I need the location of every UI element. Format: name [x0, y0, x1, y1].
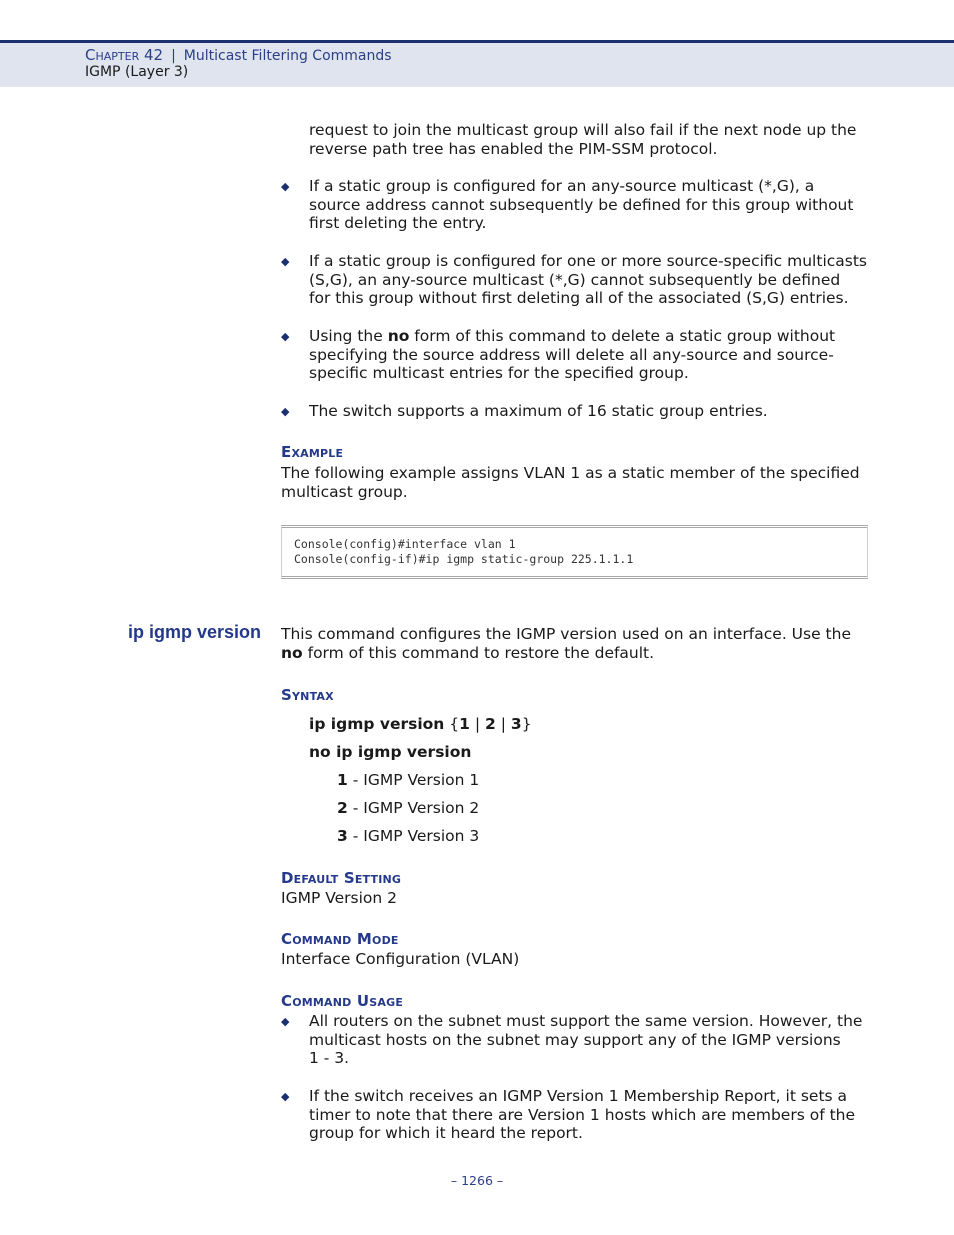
list-item: [309, 402, 768, 421]
keyword-no: no: [281, 643, 303, 662]
page-header: [0, 40, 954, 87]
text-line: first deleting the entry.: [309, 214, 487, 233]
code-block: [281, 525, 868, 579]
command-usage-heading: Command Usage: [281, 992, 404, 1010]
list-item: [309, 1012, 862, 1068]
continuation-paragraph: [309, 121, 856, 158]
param-desc: - IGMP Version 1: [347, 771, 480, 789]
text-line: specifying the source address will delete all any-source and source-: [309, 345, 834, 364]
header-section: IGMP (Layer 3): [85, 64, 189, 80]
text-line: multicast group.: [281, 482, 408, 501]
param-key: 3: [337, 827, 348, 845]
text-span: form of this command to restore the default.: [302, 643, 655, 662]
param-key: 1: [337, 771, 348, 789]
text-line: The following example assigns VLAN 1 as a static member of the specified: [281, 464, 860, 482]
param-key: 2: [337, 799, 348, 817]
text-line: timer to note that there are Version 1 hosts which are members of the: [309, 1105, 856, 1124]
text-line: multicast hosts on the subnet may support any of the IGMP versions: [309, 1030, 841, 1049]
text-line: If a static group is configured for one or more source-specific multicasts: [309, 252, 867, 270]
text-line: [309, 327, 835, 346]
list-item: [309, 252, 867, 308]
command-mode-value: Interface Configuration (VLAN): [281, 950, 520, 968]
list-item: [309, 177, 853, 233]
text-line: specific multicast entries for the specified group.: [309, 364, 689, 383]
header-chapter-line: [85, 46, 392, 64]
text-line: source address cannot subsequently be defined for this group without: [309, 195, 854, 214]
text-line: If a static group is configured for an any-source multicast (*,G), a: [309, 177, 815, 195]
syntax-option: 2: [485, 715, 496, 733]
syntax-keyword: no ip igmp version: [309, 743, 472, 761]
text-line: This command configures the IGMP version used on an interface. Use the: [281, 625, 851, 643]
text-line: (S,G), an any-source multicast (*,G) cannot subsequently be defined: [309, 270, 841, 289]
header-separator: |: [171, 48, 176, 64]
syntax-heading: Syntax: [281, 686, 334, 704]
command-mode-heading: Command Mode: [281, 930, 399, 948]
text-line: reverse path tree has enabled the PIM-SSM protocol.: [309, 139, 718, 158]
example-heading: Example: [281, 443, 344, 461]
code-line: Console(config)#interface vlan 1: [294, 537, 516, 551]
syntax-no-command: [309, 743, 471, 762]
text-line: 1 - 3.: [309, 1049, 350, 1068]
syntax-param: [337, 771, 479, 790]
syntax-option: 3: [510, 715, 522, 733]
list-item: [309, 327, 835, 383]
text-span: |: [495, 715, 511, 733]
text-span: Using the: [309, 327, 388, 345]
text-span: |: [469, 715, 486, 733]
text-line: The switch supports a maximum of 16 static group entries.: [309, 402, 768, 420]
example-paragraph: [281, 464, 860, 501]
diamond-bullet-icon: ◆: [281, 255, 290, 268]
diamond-bullet-icon: ◆: [281, 330, 290, 343]
default-setting-heading: Default Setting: [281, 869, 402, 887]
text-line: group for which it heard the report.: [309, 1124, 583, 1143]
param-desc: - IGMP Version 3: [347, 827, 480, 845]
code-line: Console(config-if)#ip igmp static-group 225.1.1.1: [294, 552, 634, 566]
syntax-command: [309, 715, 532, 734]
chapter-title: Multicast Filtering Commands: [183, 48, 392, 64]
diamond-bullet-icon: ◆: [281, 180, 290, 193]
diamond-bullet-icon: ◆: [281, 1090, 290, 1103]
syntax-param: [337, 827, 479, 846]
text-line: If the switch receives an IGMP Version 1 Membership Report, it sets a: [309, 1087, 848, 1105]
page-number: – 1266 –: [450, 1173, 504, 1188]
syntax-keyword: ip igmp version: [309, 715, 445, 733]
keyword-no: no: [387, 327, 410, 345]
text-line: All routers on the subnet must support the same version. However, the: [309, 1012, 863, 1030]
command-description: [281, 625, 851, 662]
command-title: ip igmp version: [128, 622, 262, 642]
chapter-label: Chapter 42: [85, 46, 164, 64]
text-line: request to join the multicast group will also fail if the next node up the: [309, 121, 857, 139]
text-line: for this group without first deleting all of the associated (S,G) entries.: [309, 289, 849, 308]
diamond-bullet-icon: ◆: [281, 405, 290, 418]
diamond-bullet-icon: ◆: [281, 1015, 290, 1028]
text-span: {: [444, 715, 460, 733]
text-span: }: [521, 715, 532, 733]
text-span: form of this command to delete a static group without: [409, 327, 836, 345]
default-setting-value: IGMP Version 2: [281, 889, 398, 907]
param-desc: - IGMP Version 2: [347, 799, 480, 817]
syntax-param: [337, 799, 479, 818]
syntax-option: 1: [459, 715, 470, 733]
text-line: [281, 644, 851, 663]
list-item: [309, 1087, 855, 1143]
